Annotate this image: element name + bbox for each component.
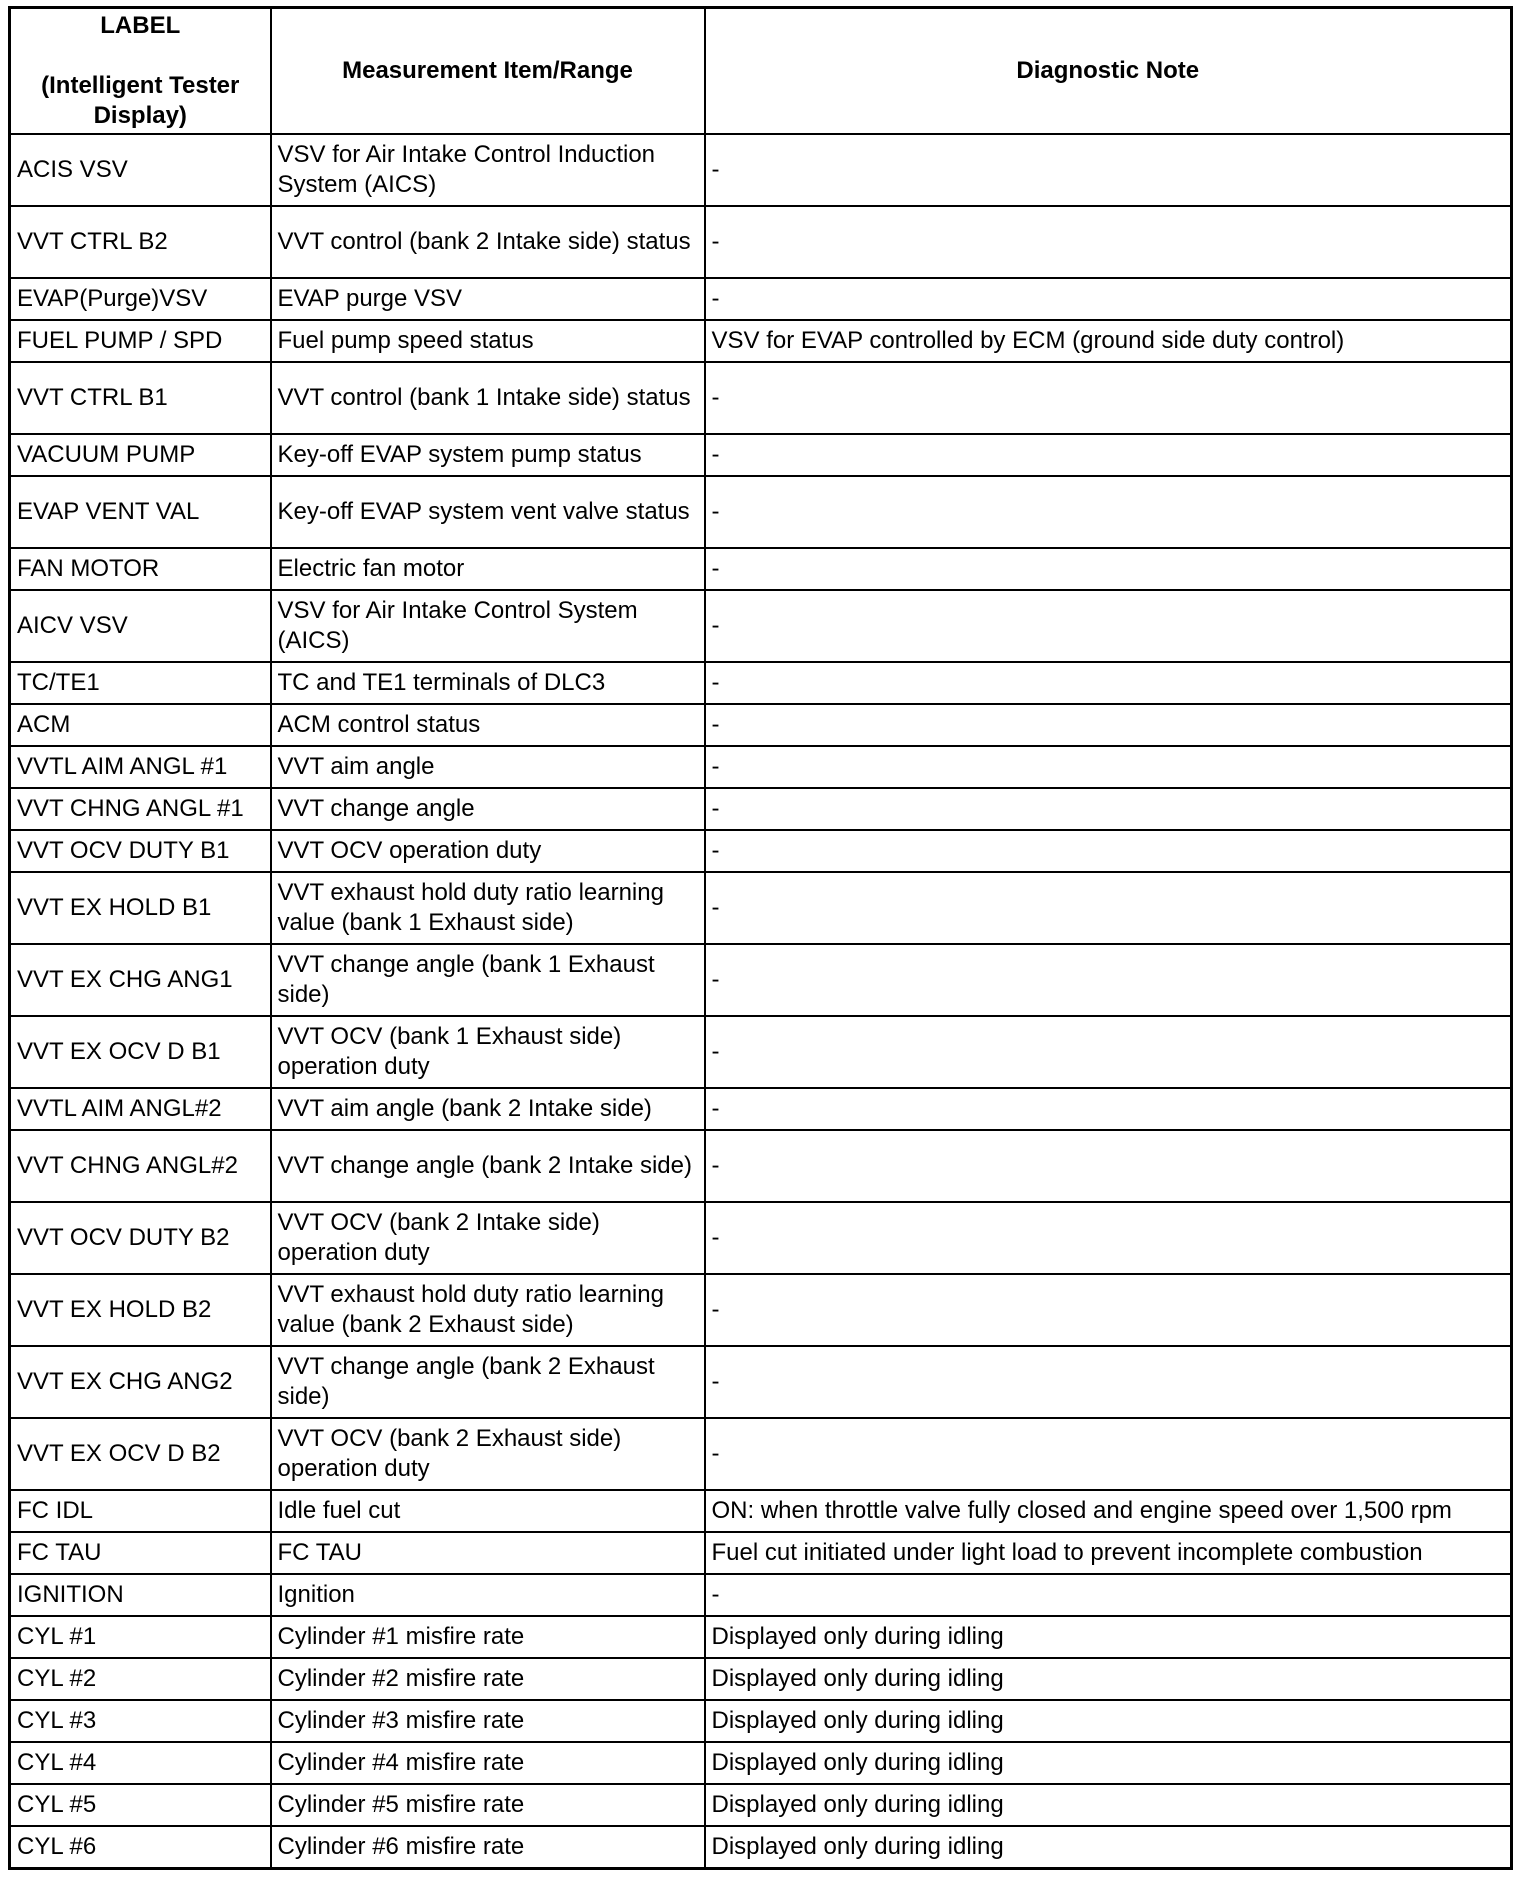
row-measurement-cell: ACM control status bbox=[271, 704, 705, 746]
table-row bbox=[10, 830, 1512, 872]
row-measurement-cell: Cylinder #5 misfire rate bbox=[271, 1784, 705, 1826]
row-measurement-cell: VVT exhaust hold duty ratio learning value (bank 2 Exhaust side) bbox=[271, 1274, 705, 1346]
row-note-cell: - bbox=[705, 278, 1512, 320]
table-row bbox=[10, 746, 1512, 788]
table-row bbox=[10, 1346, 1512, 1418]
row-measurement-cell: Key-off EVAP system pump status bbox=[271, 434, 705, 476]
table-row bbox=[10, 1274, 1512, 1346]
table-row bbox=[10, 590, 1512, 662]
row-measurement-cell: Cylinder #6 misfire rate bbox=[271, 1826, 705, 1869]
row-label-cell: AICV VSV bbox=[10, 590, 271, 662]
row-measurement-cell: Ignition bbox=[271, 1574, 705, 1616]
row-note-cell: - bbox=[705, 362, 1512, 434]
row-note-cell: - bbox=[705, 1574, 1512, 1616]
row-note-cell: - bbox=[705, 1016, 1512, 1088]
row-label-cell: VVT CTRL B2 bbox=[10, 206, 271, 278]
row-measurement-cell: VVT change angle (bank 1 Exhaust side) bbox=[271, 944, 705, 1016]
table-row bbox=[10, 704, 1512, 746]
table-row bbox=[10, 1490, 1512, 1532]
table-row bbox=[10, 1616, 1512, 1658]
row-measurement-cell: VSV for Air Intake Control System (AICS) bbox=[271, 590, 705, 662]
row-label-cell: CYL #4 bbox=[10, 1742, 271, 1784]
row-measurement-cell: VVT OCV (bank 2 Exhaust side) operation duty bbox=[271, 1418, 705, 1490]
row-measurement-cell: VVT change angle bbox=[271, 788, 705, 830]
row-label-cell: FC TAU bbox=[10, 1532, 271, 1574]
row-label-cell: CYL #2 bbox=[10, 1658, 271, 1700]
row-note-cell: Displayed only during idling bbox=[705, 1742, 1512, 1784]
table-row bbox=[10, 944, 1512, 1016]
row-note-cell: VSV for EVAP controlled by ECM (ground side duty control) bbox=[705, 320, 1512, 362]
row-measurement-cell: EVAP purge VSV bbox=[271, 278, 705, 320]
table-row bbox=[10, 278, 1512, 320]
header-label: LABEL (Intelligent Tester Display) bbox=[10, 8, 271, 135]
row-label-cell: VVT EX OCV D B1 bbox=[10, 1016, 271, 1088]
table-row bbox=[10, 1202, 1512, 1274]
row-label-cell: VACUUM PUMP bbox=[10, 434, 271, 476]
row-label-cell: FAN MOTOR bbox=[10, 548, 271, 590]
row-note-cell: - bbox=[705, 590, 1512, 662]
row-measurement-cell: VVT control (bank 1 Intake side) status bbox=[271, 362, 705, 434]
table-row bbox=[10, 662, 1512, 704]
row-note-cell: Fuel cut initiated under light load to prevent incomplete combustion bbox=[705, 1532, 1512, 1574]
row-measurement-cell: VVT control (bank 2 Intake side) status bbox=[271, 206, 705, 278]
table-row bbox=[10, 788, 1512, 830]
row-label-cell: IGNITION bbox=[10, 1574, 271, 1616]
row-label-cell: VVT OCV DUTY B1 bbox=[10, 830, 271, 872]
table-body bbox=[10, 134, 1512, 1869]
row-label-cell: VVT CHNG ANGL #1 bbox=[10, 788, 271, 830]
row-measurement-cell: Electric fan motor bbox=[271, 548, 705, 590]
row-note-cell: - bbox=[705, 746, 1512, 788]
row-note-cell: - bbox=[705, 1418, 1512, 1490]
table-row bbox=[10, 134, 1512, 206]
table-row bbox=[10, 206, 1512, 278]
row-note-cell: - bbox=[705, 1130, 1512, 1202]
row-measurement-cell: Idle fuel cut bbox=[271, 1490, 705, 1532]
row-label-cell: VVT OCV DUTY B2 bbox=[10, 1202, 271, 1274]
table-row bbox=[10, 548, 1512, 590]
row-label-cell: ACM bbox=[10, 704, 271, 746]
table-header-row bbox=[10, 8, 1512, 135]
row-measurement-cell: Cylinder #4 misfire rate bbox=[271, 1742, 705, 1784]
table-row bbox=[10, 1700, 1512, 1742]
row-label-cell: TC/TE1 bbox=[10, 662, 271, 704]
row-measurement-cell: VVT change angle (bank 2 Exhaust side) bbox=[271, 1346, 705, 1418]
row-label-cell: VVT EX HOLD B1 bbox=[10, 872, 271, 944]
table-row bbox=[10, 476, 1512, 548]
row-label-cell: CYL #5 bbox=[10, 1784, 271, 1826]
table-row bbox=[10, 1742, 1512, 1784]
table-row bbox=[10, 1658, 1512, 1700]
row-note-cell: - bbox=[705, 662, 1512, 704]
row-note-cell: - bbox=[705, 434, 1512, 476]
row-note-cell: Displayed only during idling bbox=[705, 1784, 1512, 1826]
table-row bbox=[10, 362, 1512, 434]
row-measurement-cell: Cylinder #2 misfire rate bbox=[271, 1658, 705, 1700]
row-note-cell: - bbox=[705, 206, 1512, 278]
row-label-cell: VVTL AIM ANGL #1 bbox=[10, 746, 271, 788]
row-note-cell: - bbox=[705, 830, 1512, 872]
table-row bbox=[10, 1784, 1512, 1826]
row-label-cell: CYL #1 bbox=[10, 1616, 271, 1658]
table-row bbox=[10, 1574, 1512, 1616]
row-note-cell: - bbox=[705, 134, 1512, 206]
row-measurement-cell: VVT change angle (bank 2 Intake side) bbox=[271, 1130, 705, 1202]
row-measurement-cell: VVT aim angle bbox=[271, 746, 705, 788]
row-measurement-cell: Cylinder #1 misfire rate bbox=[271, 1616, 705, 1658]
row-label-cell: VVT CHNG ANGL#2 bbox=[10, 1130, 271, 1202]
row-label-cell: VVT EX HOLD B2 bbox=[10, 1274, 271, 1346]
row-label-cell: EVAP(Purge)VSV bbox=[10, 278, 271, 320]
row-note-cell: - bbox=[705, 1088, 1512, 1130]
table-row bbox=[10, 872, 1512, 944]
header-measurement-item: Measurement Item/Range bbox=[271, 8, 705, 135]
row-note-cell: ON: when throttle valve fully closed and engine speed over 1,500 rpm bbox=[705, 1490, 1512, 1532]
row-label-cell: FUEL PUMP / SPD bbox=[10, 320, 271, 362]
row-note-cell: - bbox=[705, 476, 1512, 548]
row-measurement-cell: VVT exhaust hold duty ratio learning value (bank 1 Exhaust side) bbox=[271, 872, 705, 944]
table-row bbox=[10, 1418, 1512, 1490]
row-note-cell: - bbox=[705, 1346, 1512, 1418]
row-note-cell: - bbox=[705, 1202, 1512, 1274]
row-label-cell: CYL #3 bbox=[10, 1700, 271, 1742]
row-label-cell: EVAP VENT VAL bbox=[10, 476, 271, 548]
row-note-cell: - bbox=[705, 788, 1512, 830]
row-label-cell: VVTL AIM ANGL#2 bbox=[10, 1088, 271, 1130]
table-row bbox=[10, 1130, 1512, 1202]
table-row bbox=[10, 434, 1512, 476]
row-note-cell: Displayed only during idling bbox=[705, 1826, 1512, 1869]
row-note-cell: - bbox=[705, 872, 1512, 944]
row-label-cell: VVT CTRL B1 bbox=[10, 362, 271, 434]
row-label-cell: ACIS VSV bbox=[10, 134, 271, 206]
header-diagnostic-note: Diagnostic Note bbox=[705, 8, 1512, 135]
row-label-cell: VVT EX CHG ANG1 bbox=[10, 944, 271, 1016]
diagnostic-data-table bbox=[8, 6, 1513, 1870]
row-measurement-cell: TC and TE1 terminals of DLC3 bbox=[271, 662, 705, 704]
table-row bbox=[10, 1088, 1512, 1130]
row-measurement-cell: VVT OCV operation duty bbox=[271, 830, 705, 872]
row-measurement-cell: VVT aim angle (bank 2 Intake side) bbox=[271, 1088, 705, 1130]
row-note-cell: Displayed only during idling bbox=[705, 1700, 1512, 1742]
table-row bbox=[10, 1016, 1512, 1088]
row-measurement-cell: Fuel pump speed status bbox=[271, 320, 705, 362]
row-measurement-cell: Key-off EVAP system vent valve status bbox=[271, 476, 705, 548]
row-note-cell: Displayed only during idling bbox=[705, 1616, 1512, 1658]
row-note-cell: - bbox=[705, 704, 1512, 746]
row-measurement-cell: VVT OCV (bank 1 Exhaust side) operation duty bbox=[271, 1016, 705, 1088]
table-row bbox=[10, 1826, 1512, 1869]
row-label-cell: CYL #6 bbox=[10, 1826, 271, 1869]
row-measurement-cell: VSV for Air Intake Control Induction System (AICS) bbox=[271, 134, 705, 206]
row-note-cell: Displayed only during idling bbox=[705, 1658, 1512, 1700]
row-note-cell: - bbox=[705, 1274, 1512, 1346]
row-label-cell: VVT EX CHG ANG2 bbox=[10, 1346, 271, 1418]
row-measurement-cell: Cylinder #3 misfire rate bbox=[271, 1700, 705, 1742]
row-measurement-cell: VVT OCV (bank 2 Intake side) operation duty bbox=[271, 1202, 705, 1274]
table-row bbox=[10, 1532, 1512, 1574]
row-note-cell: - bbox=[705, 548, 1512, 590]
row-measurement-cell: FC TAU bbox=[271, 1532, 705, 1574]
row-label-cell: VVT EX OCV D B2 bbox=[10, 1418, 271, 1490]
row-note-cell: - bbox=[705, 944, 1512, 1016]
table-row bbox=[10, 320, 1512, 362]
row-label-cell: FC IDL bbox=[10, 1490, 271, 1532]
